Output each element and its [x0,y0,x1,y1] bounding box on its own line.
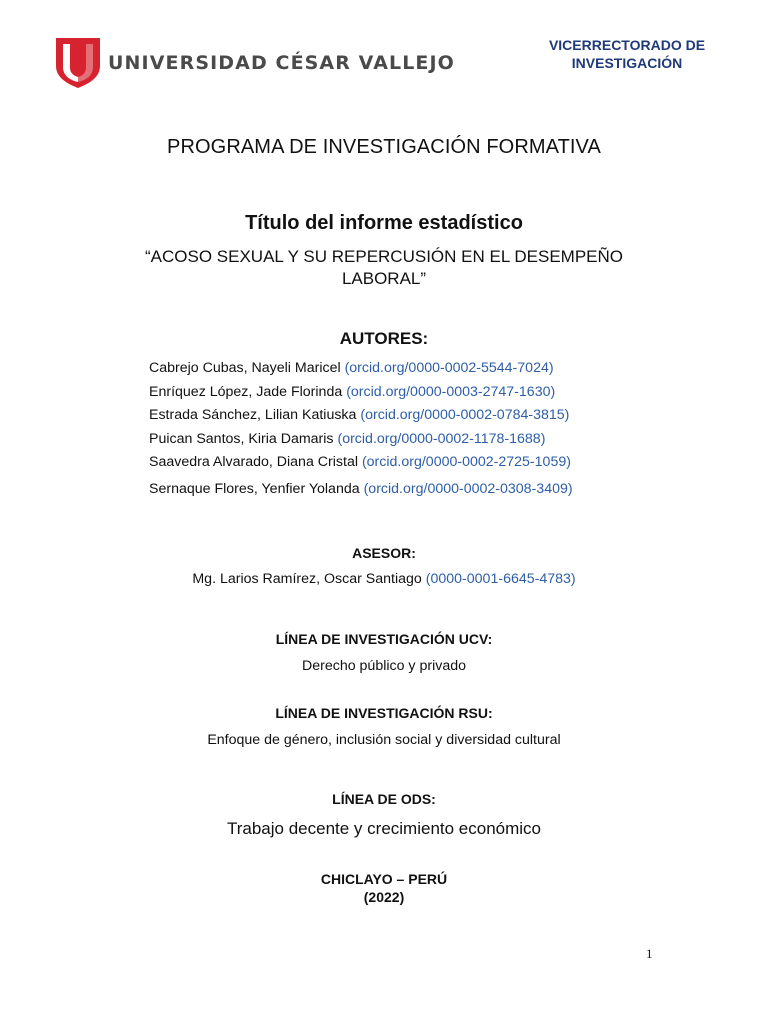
page-number: 1 [646,946,653,961]
report-title-line-2: LABORAL” [341,269,427,288]
author-item [149,405,573,429]
report-title-label: Título del informe estadístico [245,212,523,234]
ucv-shield-icon [56,38,100,88]
vicerrectorado-line-2: INVESTIGACIÓN [571,55,683,71]
author-name: Estrada Sánchez, Lilian Katiuska [149,407,357,423]
author-name: Puican Santos, Kiria Damaris [149,430,334,447]
author-name: Sernaque Flores, Yenfier Yolanda [149,480,360,497]
ods-line: Trabajo decente y crecimiento económico [226,819,542,838]
place: CHICLAYO – PERÚ [320,871,448,887]
author-orcid-link[interactable]: (orcid.org/0000-0002-0308-3409) [363,480,573,497]
author-item [149,479,573,503]
author-orcid-link[interactable]: (orcid.org/0000-0002-5544-7024) [344,360,554,376]
report-title [0,246,768,290]
vicerrectorado-line-1: VICERRECTORADO DE [548,37,706,53]
author-item [149,358,573,382]
advisor-name: Mg. Larios Ramírez, Oscar Santiago [192,571,422,587]
ods-heading: LÍNEA DE ODS: [332,791,436,807]
program-title: PROGRAMA DE INVESTIGACIÓN FORMATIVA [167,136,601,158]
ucv-research-line-heading: LÍNEA DE INVESTIGACIÓN UCV: [275,631,493,647]
report-title-line-1: “ACOSO SEXUAL Y SU REPERCUSIÓN EN EL DESEMPEÑO [144,247,624,266]
author-item [149,429,573,453]
advisor-line [0,571,768,587]
year: (2022) [363,889,405,905]
author-name: Cabrejo Cubas, Nayeli Maricel [149,360,341,376]
author-orcid-link[interactable]: (orcid.org/0000-0003-2747-1630) [346,383,556,400]
university-logo [56,38,455,88]
author-orcid-link[interactable]: (orcid.org/0000-0002-1178-1688) [337,430,546,447]
advisor-heading: ASESOR: [352,545,416,561]
advisor-orcid-link[interactable]: (0000-0001-6645-4783) [425,571,576,587]
author-orcid-link[interactable]: (orcid.org/0000-0002-2725-1059) [361,454,571,470]
author-orcid-link[interactable]: (orcid.org/0000-0002-0784-3815) [360,407,570,423]
university-wordmark: UNIVERSIDAD CÉSAR VALLEJO [108,52,455,74]
author-name: Enríquez López, Jade Florinda [149,383,343,400]
rsu-research-line: Enfoque de género, inclusión social y diversidad cultural [207,732,561,748]
authors-list [149,358,573,502]
rsu-research-line-heading: LÍNEA DE INVESTIGACIÓN RSU: [275,705,493,721]
author-name: Saavedra Alvarado, Diana Cristal [149,454,358,470]
vicerrectorado-header [527,36,727,72]
author-item [149,452,573,476]
authors-heading: AUTORES: [339,329,429,348]
author-item [149,382,573,406]
ucv-research-line: Derecho público y privado [301,658,467,674]
